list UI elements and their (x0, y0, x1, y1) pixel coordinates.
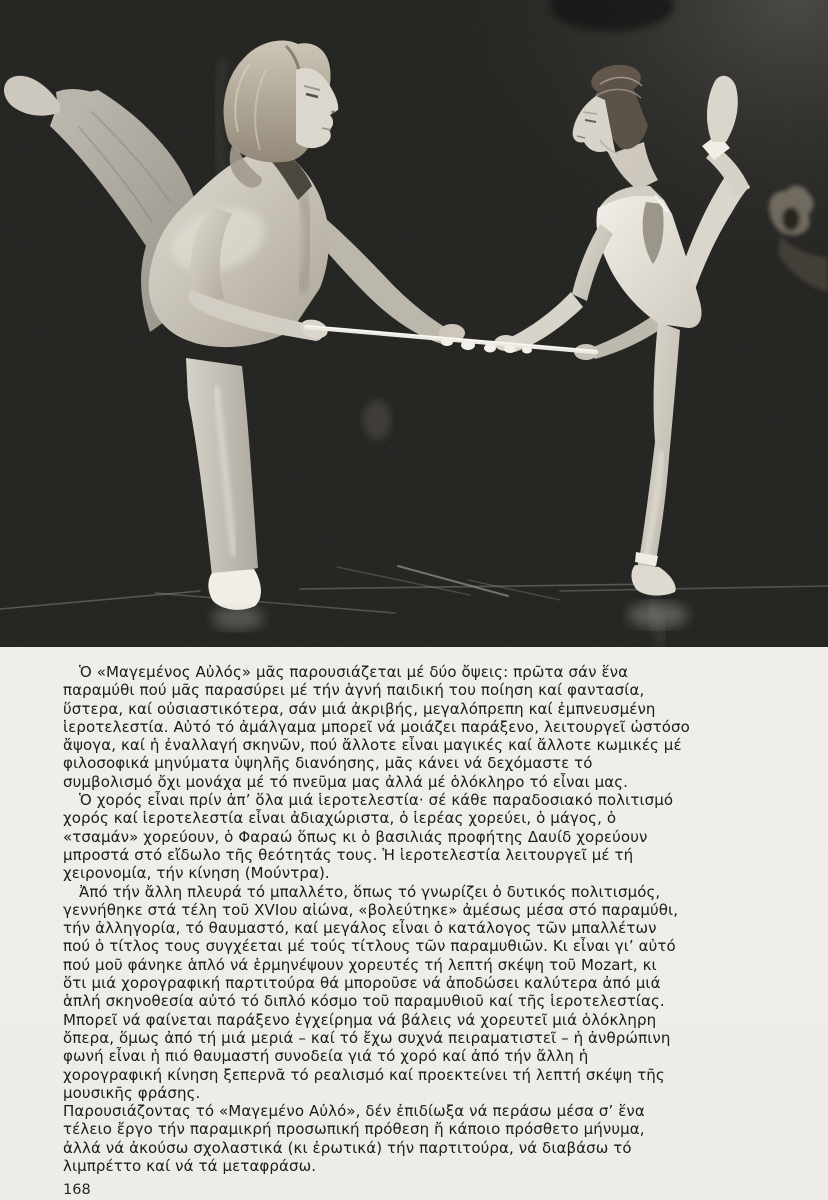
text-line: πού ὁ τίτλος τους συγχέεται μέ τούς τίτλους τῶν παραμυθιῶν. Κι εἶναι γι’ αὐτό (63, 937, 676, 956)
paragraph (63, 791, 780, 882)
text-line: πού μοῦ φάνηκε ἁπλό νά ἑρμηνέψουν χορευτές τή λεπτή σκέψη τοῦ Mozart, κι (63, 955, 657, 974)
text-line: ἀλλά νά ἀκούσω σχολαστικά (κι ἐρωτικά) τήν παρτιτούρα, νά διαβάσω τό (63, 1138, 632, 1157)
text-line: ἱεροτελεστία. Αὐτό τό ἀμάλγαμα μπορεῖ νά μοιάζει παράξενο, λειτουργεῖ ὡστόσο (63, 717, 690, 736)
text-line: ὅτι μιά χορογραφική παρτιτούρα θά μποροῦσε νά ἀποδώσει καλύτερα ἀπό μιά (63, 974, 661, 993)
text-line: χορός καί ἱεροτελεστία εἶναι ἀδιαχώριστα, ὁ ἱερέας χορεύει, ὁ μάγος, ὁ (63, 809, 617, 828)
text-line: χορογραφική κίνηση ξεπερνᾶ τό ρεαλισμό καί προεκτείνει τή λεπτή σκέψη τῆς (63, 1065, 665, 1084)
text-line: τέλειο ἔργο τήν παραμικρή προσωπική πρόθεση ἤ κάποιο πρόσθετο μήνυμα, (63, 1120, 645, 1139)
text-line: Ὁ «Μαγεμένος Αὐλός» μᾶς παρουσιάζεται μέ δύο ὄψεις: πρῶτα σάν ἕνα (79, 663, 629, 681)
paragraph (63, 1102, 780, 1175)
text-line: παραμύθι πού μᾶς παρασύρει μέ τήν ἁγνή παιδική του ποίηση καί φαντασία, (63, 681, 645, 700)
text-line: ἁπλή σκηνοθεσία αὐτό τό διπλό κόσμο τοῦ παραμυθιοῦ καί τῆς ἱεροτελεστίας. (63, 992, 665, 1011)
text-line: φωνή εἶναι ἡ πιό θαυμαστή συνοδεία γιά τό χορό καί ἀπό τήν ἄλλη ἡ (63, 1047, 589, 1066)
body-text (0, 647, 828, 1199)
text-line: μπροστά στό εἴδωλο τῆς θεότητάς τους. Ἡ ἱεροτελεστία λειτουργεῖ μέ τή (63, 845, 634, 864)
text-line: λιμπρέττο καί νά τά μεταφράσω. (63, 1157, 317, 1176)
page-number: 168 (63, 1182, 91, 1199)
text-line: «τσαμάν» χορεύουν, ὁ Φαραώ ὅπως κι ὁ βασιλιάς προφήτης Δαυίδ χορεύουν (63, 827, 648, 846)
text-line: μουσικῆς φράσης. (63, 1083, 201, 1102)
text-line: ἄψογα, καί ἡ ἐναλλαγή σκηνῶν, πού ἄλλοτε εἶναι μαγικές καί ἄλλοτε κωμικές μέ (63, 736, 682, 755)
paragraph (63, 883, 780, 1011)
text-line: γεννήθηκε στά τέλη τοῦ XVIου αἰώνα, «βολεύτηκε» ἀμέσως μέσα στό παραμύθι, (63, 900, 679, 919)
text-line: χειρονομία, τήν κίνηση (Μούντρα). (63, 864, 330, 883)
text-line: Ὁ χορός εἶναι πρίν ἀπ’ ὅλα μιά ἱεροτελεστία· σέ κάθε παραδοσιακό πολιτισμό (79, 791, 674, 810)
paragraph (63, 1011, 780, 1102)
text-line: Παρουσιάζοντας τό «Μαγεμένο Αὐλό», δέν ἐπιδίωξα νά περάσω μέσα σ’ ἕνα (63, 1102, 645, 1121)
text-line: φιλοσοφικά μηνύματα ὑψηλῆς διανόησης, μᾶς κάνει νά δεχόμαστε τό (63, 754, 593, 773)
text-line: τήν ἀλληγορία, τό θαυμαστό, καί μεγάλος εἶναι ὁ κατάλογος τῶν μπαλλέτων (63, 919, 657, 938)
text-line: ὕστερα, καί οὐσιαστικότερα, σάν μιά ἀκριβής, μεγαλόπρεπη καί ἐμπνευσμένη (63, 699, 656, 718)
paragraph (63, 663, 780, 791)
text-line: Ἀπό τήν ἄλλη πλευρά τό μπαλλέτο, ὅπως τό γνωρίζει ὁ δυτικός πολιτισμός, (79, 882, 661, 901)
text-line: ὄπερα, ὅμως ἀπό τή μιά μεριά – καί τό ἔχω συχνά πειραματιστεῖ – ἡ ἀνθρώπινη (63, 1028, 671, 1047)
text-line: Μπορεῖ νά φαίνεται παράξενο ἐγχείρημα νά βάλεις νά χορευτεῖ μιά ὁλόκληρη (63, 1010, 657, 1029)
text-line: συμβολισμό ὄχι μονάχα μέ τό πνεῦμα μας ἀλλά μέ ὁλόκληρο τό εἶναι μας. (63, 772, 629, 791)
